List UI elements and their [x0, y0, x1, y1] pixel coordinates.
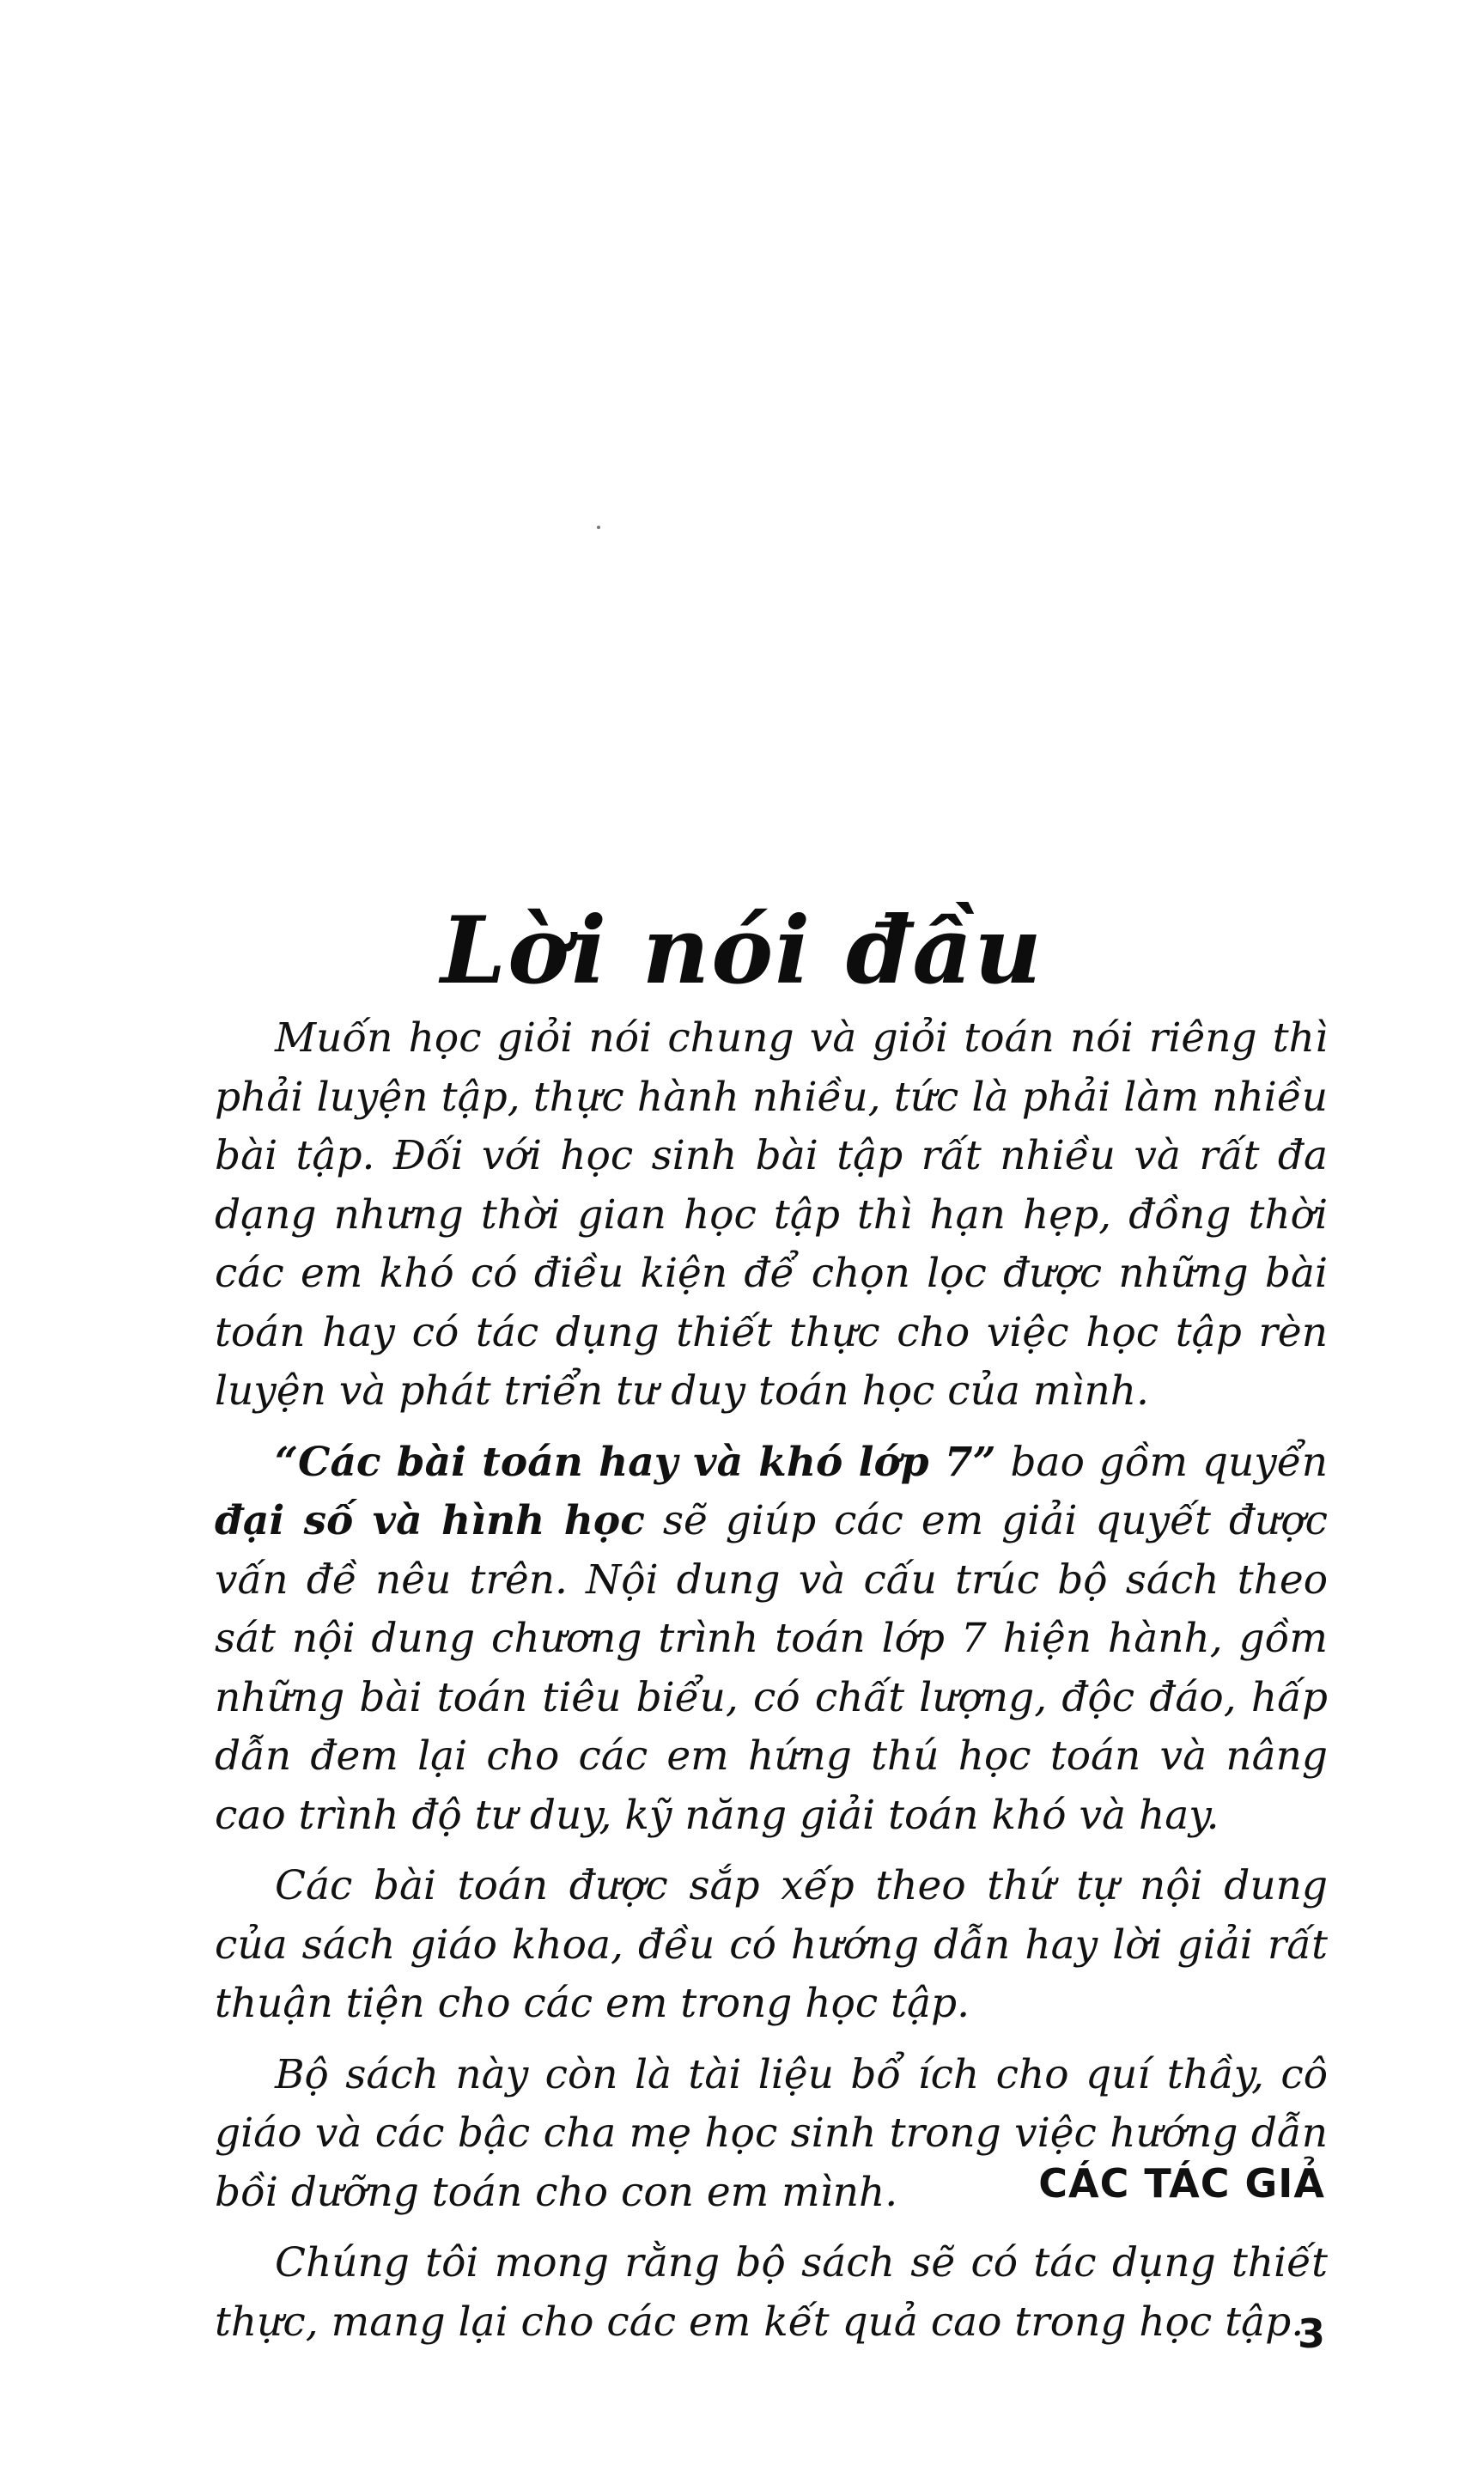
paragraph-5: Chúng tôi mong rằng bộ sách sẽ có tác dụng thiết thực, mang lại cho các em kết quả cao trong học tập. — [215, 2239, 1328, 2346]
paragraph-2-text-b: sẽ giúp các em giải quyết được vấn đề nêu trên. Nội dung và cấu trúc bộ sách theo sát nội dung chương trình toán lớp 7 hiện hành, gồm những bài toán tiêu biểu, có chất lượng, độc đáo, hấp dẫn đem lại cho các em hứng thú học toán và nâng cao trình độ tư duy, kỹ năng giải toán khó và hay. — [215, 1497, 1328, 1839]
book-title: “Các bài toán hay và khó lớp 7” — [275, 1438, 996, 1486]
page-number: 3 — [1297, 2310, 1325, 2357]
book-subject: đại số và hình học — [215, 1497, 645, 1544]
paragraph-4: Bộ sách này còn là tài liệu bổ ích cho quí thầy, cô giáo và các bậc cha mẹ học sinh trong việc hướng dẫn bồi dưỡng toán cho con em mình. — [215, 2050, 1328, 2216]
paragraph-2 — [215, 1434, 1328, 1846]
authors-signature: CÁC TÁC GIẢ — [1038, 2160, 1325, 2207]
paragraph-2-text-a: bao gồm quyển — [995, 1438, 1328, 1486]
page-title: Lời nói đầu — [441, 897, 1043, 1006]
paragraph-1: Muốn học giỏi nói chung và giỏi toán nói riêng thì phải luyện tập, thực hành nhiều, tức là phải làm nhiều bài tập. Đối với học sinh bài tập rất nhiều và rất đa dạng nhưng thời gian học tập thì hạn hẹp, đồng thời các em khó có điều kiện để chọn lọc được những bài toán hay có tác dụng thiết thực cho việc học tập rèn luyện và phát triển tư duy toán học của mình. — [215, 1014, 1328, 1415]
paragraph-3: Các bài toán được sắp xếp theo thứ tự nội dung của sách giáo khoa, đều có hướng dẫn hay lời giải rất thuận tiện cho các em trong học tập. — [215, 1862, 1328, 2027]
scan-speck — [597, 526, 600, 529]
